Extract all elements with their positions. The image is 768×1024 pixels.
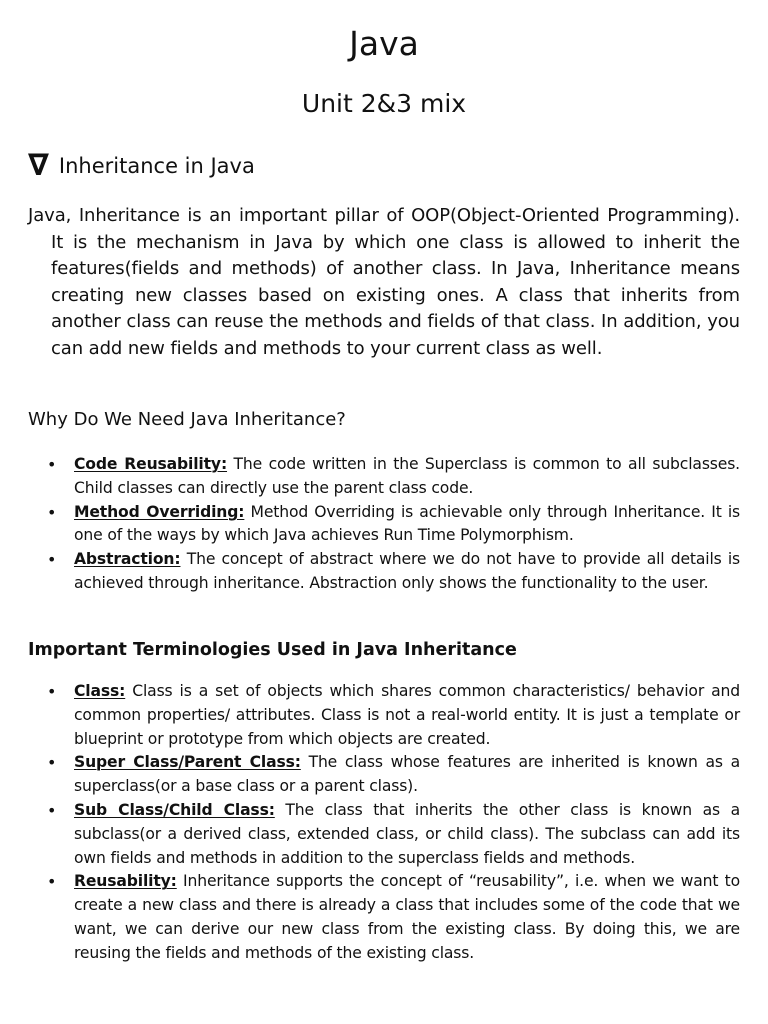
bullet-icon: • [47, 872, 57, 892]
list-item-term: Super Class/Parent Class: [74, 753, 301, 772]
bullet-icon: • [47, 682, 57, 701]
list-item-text: The concept of abstract where we do not have to provide all details is achieved through inheritance. Abstraction only shows the functionality to the user. [74, 550, 740, 592]
list-item [28, 453, 740, 501]
list-item [28, 751, 740, 799]
section-heading [28, 148, 255, 184]
list-item-text: Class is a set of objects which shares common characteristics/ behavior and common properties/ attributes. Class is not a real-world entity. It is just a template or blueprint or prototype from which objects are created. [74, 682, 740, 748]
list-item-term: Method Overriding: [74, 502, 245, 521]
list-item [28, 680, 740, 751]
list-item [28, 870, 740, 965]
list-item [28, 548, 740, 596]
list-item-text: The class whose features are inherited is known as a superclass(or a base class or a parent class). [74, 753, 740, 796]
list-item-term: Sub Class/Child Class: [74, 800, 275, 819]
bullet-icon: • [47, 753, 57, 773]
nabla-icon: ∇ [28, 148, 49, 183]
list-item-term: Abstraction: [74, 550, 181, 569]
terminologies-list [28, 680, 740, 966]
bullet-icon: • [47, 800, 57, 820]
intro-paragraph: Java, Inheritance is an important pillar of OOP(Object-Oriented Programming). It is the mechanism in Java by which one class is allowed to inherit the features(fields and methods) of another class. In Java, Inheritance means creating new classes based on existing ones. A class that inherits from another class can reuse the methods and fields of that class. In addition, you can add new fields and methods to your current class as well. [28, 205, 740, 359]
document-subtitle: Unit 2&3 mix [301, 89, 467, 118]
list-item [28, 501, 740, 549]
list-item-term: Code Reusability: [74, 455, 228, 473]
why-list [28, 453, 740, 596]
bullet-icon: • [47, 455, 57, 474]
section-heading-text: Inheritance in Java [58, 154, 255, 178]
list-item-text: Method Overriding is achievable only through Inheritance. It is one of the ways by which Java achieves Run Time Polymorphism. [74, 502, 740, 545]
list-item-text: Inheritance supports the concept of “reusability”, i.e. when we want to create a new class and there is already a class that includes some of the code that we want, we can derive our new class from the existing class. By doing this, we are reusing the fields and methods of the existing class. [74, 872, 740, 962]
bullet-icon: • [47, 502, 57, 522]
document-title: Java [349, 24, 419, 63]
list-item-term: Class: [74, 682, 126, 700]
list-item-term: Reusability: [74, 872, 177, 891]
list-item-text: The code written in the Superclass is common to all subclasses. Child classes can directly use the parent class code. [74, 455, 740, 497]
bullet-icon: • [47, 550, 57, 570]
terminologies-heading: Important Terminologies Used in Java Inheritance [28, 640, 517, 660]
list-item [28, 799, 740, 870]
list-item-text: The class that inherits the other class is known as a subclass(or a derived class, extended class, or child class). The subclass can add its own fields and methods in addition to the superclass fields and methods. [74, 800, 740, 867]
why-heading: Why Do We Need Java Inheritance? [28, 409, 346, 430]
